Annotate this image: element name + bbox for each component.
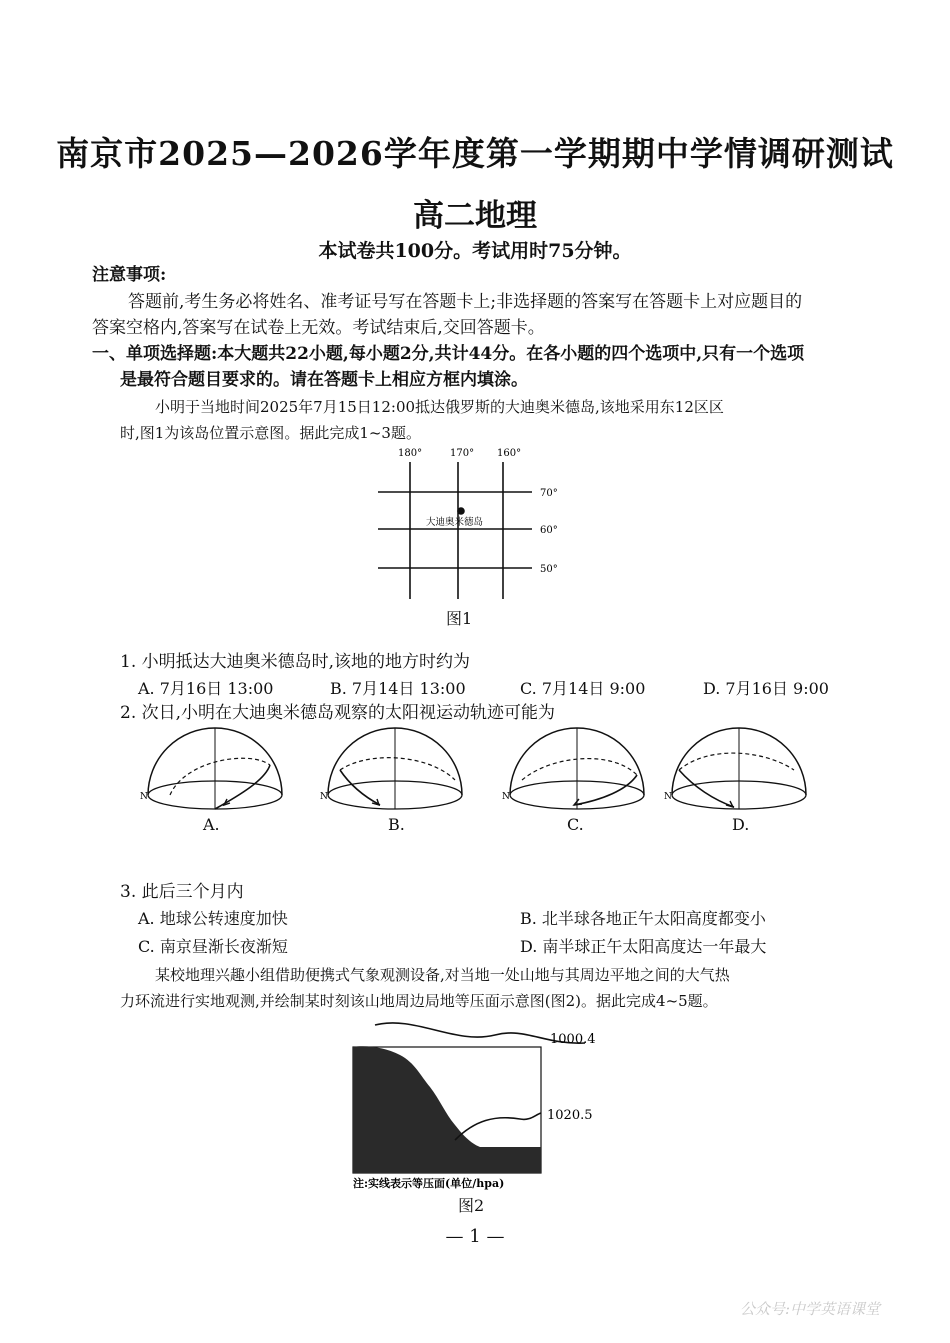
- watermark: 公众号:中学英语课堂: [739, 1300, 880, 1318]
- q1-option-a: A. 7月16日 13:00: [138, 679, 274, 698]
- sunpath-diagram-a: [140, 725, 290, 813]
- q1-option-b: B. 7月14日 13:00: [330, 679, 466, 698]
- section1-line-2: 是最符合题目要求的。请在答题卡上相应方框内填涂。: [120, 370, 528, 390]
- lat-label-70: 70°: [540, 488, 558, 499]
- lat-label-60: 60°: [540, 525, 558, 536]
- q1-stem: 1. 小明抵达大迪奥米德岛时,该地的地方时约为: [120, 652, 471, 672]
- isobar-label-top: 1000.4: [550, 1032, 596, 1047]
- lon-label-160: 160°: [497, 448, 522, 459]
- q2-option-d: D.: [732, 815, 750, 834]
- q3-option-c: C. 南京昼渐长夜渐短: [138, 937, 288, 956]
- notice-heading: 注意事项:: [92, 265, 167, 285]
- figure2-diagram: [345, 1015, 615, 1190]
- q3-option-d: D. 南半球正午太阳高度达一年最大: [520, 937, 767, 956]
- exam-title: 南京市2025—2026学年度第一学期期中学情调研测试: [56, 134, 894, 173]
- sunpath-diagram-c: [502, 725, 652, 813]
- passage1-line-1: 小明于当地时间2025年7月15日12:00抵达俄罗斯的大迪奥米德岛,该地采用东12区区: [155, 398, 724, 416]
- figure1-caption: 图1: [446, 609, 473, 628]
- q3-option-b: B. 北半球各地正午太阳高度都变小: [520, 909, 766, 928]
- passage2-line-1: 某校地理兴趣小组借助便携式气象观测设备,对当地一处山地与其周边平地之间的大气热: [155, 966, 730, 984]
- passage1-line-2: 时,图1为该岛位置示意图。据此完成1~3题。: [120, 424, 421, 442]
- q1-option-d: D. 7月16日 9:00: [703, 679, 829, 698]
- q3-stem: 3. 此后三个月内: [120, 882, 244, 902]
- q2-option-b: B.: [388, 815, 405, 834]
- n-label-b: N: [320, 792, 328, 802]
- q2-stem: 2. 次日,小明在大迪奥米德岛观察的太阳视运动轨迹可能为: [120, 703, 556, 723]
- q2-option-a: A.: [203, 815, 220, 834]
- isobar-label-bottom: 1020.5: [547, 1108, 593, 1123]
- q2-option-c: C.: [567, 815, 584, 834]
- isobar-bottom: [455, 1113, 541, 1140]
- exam-info: 本试卷共100分。考试用时75分钟。: [318, 240, 632, 262]
- lon-label-170: 170°: [450, 448, 475, 459]
- notice-line-1: 答题前,考生务必将姓名、准考证号写在答题卡上;非选择题的答案写在答题卡上对应题目的: [128, 292, 803, 312]
- sunpath-diagram-b: [320, 725, 470, 813]
- passage2-line-2: 力环流进行实地观测,并绘制某时刻该山地周边局地等压面示意图(图2)。据此完成4~5题。: [120, 992, 718, 1010]
- mountain-terrain: [353, 1046, 541, 1173]
- q1-option-c: C. 7月14日 9:00: [520, 679, 646, 698]
- notice-line-2: 答案空格内,答案写在试卷上无效。考试结束后,交回答题卡。: [92, 318, 545, 338]
- page-number: — 1 —: [445, 1226, 505, 1247]
- n-label-a: N: [140, 792, 148, 802]
- figure2-note: 注:实线表示等压面(单位/hpa): [353, 1177, 505, 1190]
- n-label-c: N: [502, 792, 510, 802]
- n-label-d: N: [664, 792, 672, 802]
- q3-option-a: A. 地球公转速度加快: [138, 909, 288, 928]
- figure2-caption: 图2: [458, 1196, 485, 1215]
- sunpath-diagram-d: [664, 725, 814, 813]
- exam-subject: 高二地理: [413, 198, 537, 234]
- island-dot: [457, 507, 465, 515]
- island-label: 大迪奥米德岛: [426, 517, 484, 528]
- lon-label-180: 180°: [398, 448, 423, 459]
- section1-line-1: 一、单项选择题:本大题共22小题,每小题2分,共计44分。在各小题的四个选项中,只有一个选项: [92, 344, 805, 364]
- lat-label-50: 50°: [540, 564, 558, 575]
- figure1-map: [360, 444, 580, 604]
